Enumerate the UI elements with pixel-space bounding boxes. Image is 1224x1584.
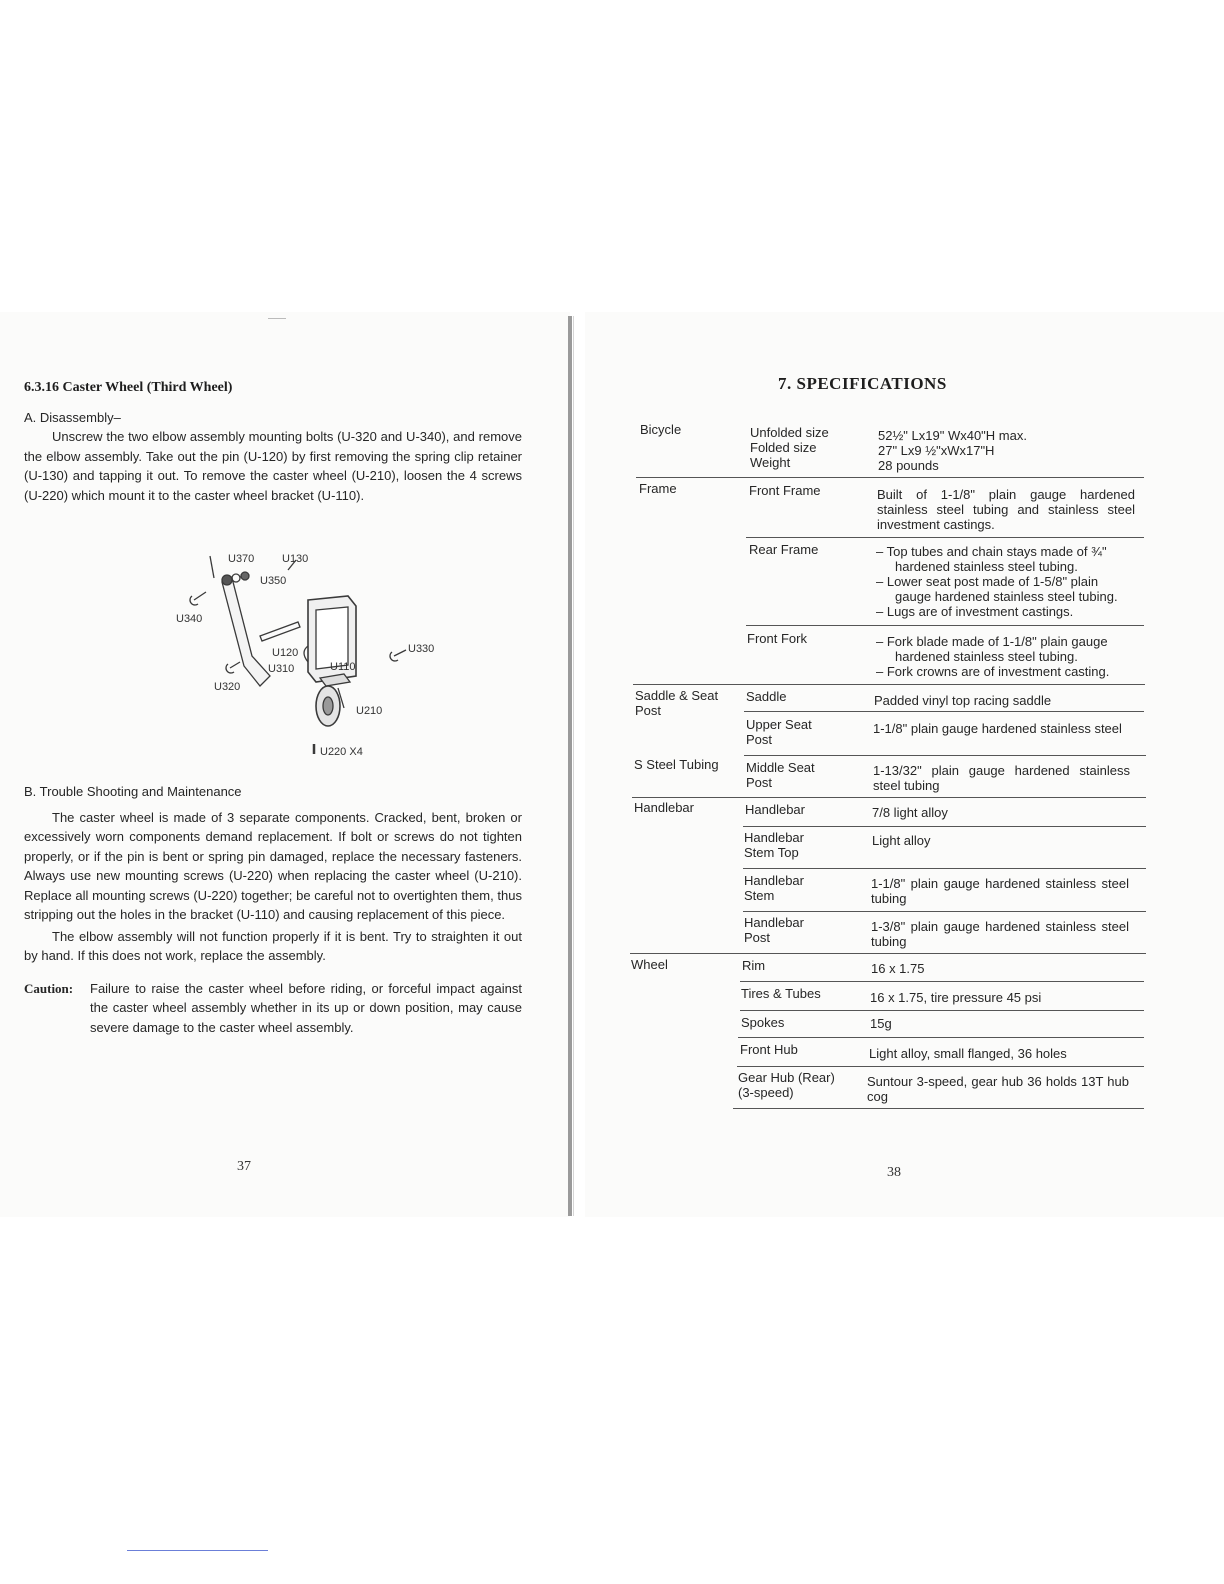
item-folded-size: Folded size [750, 440, 817, 455]
item-front-hub: Front Hub [740, 1042, 798, 1057]
label-u220: U220 X4 [320, 746, 363, 758]
specifications-title: 7. SPECIFICATIONS [778, 374, 947, 393]
divider [632, 797, 1146, 798]
category-wheel: Wheel [631, 957, 668, 972]
value-gear-hub: Suntour 3-speed, gear hub 36 holds 13T hub cog [867, 1074, 1129, 1104]
item-middle-seat-post: Middle Seat Post [746, 760, 815, 790]
divider [746, 537, 1144, 538]
label-u130: U130 [282, 553, 309, 565]
item-rim: Rim [742, 958, 766, 973]
item-spokes: Spokes [741, 1015, 785, 1030]
divider [633, 684, 1145, 685]
category-saddle: Saddle & Seat Post [635, 688, 719, 718]
value-handlebar: 7/8 light alloy [872, 805, 948, 820]
item-handlebar-stem-top: Handlebar Stem Top [744, 830, 804, 860]
item-front-frame: Front Frame [749, 483, 821, 498]
label-u110: U110 [330, 661, 356, 673]
trouble-heading: B. Trouble Shooting and Maintenance [24, 784, 242, 799]
label-u350: U350 [260, 575, 287, 587]
item-front-fork: Front Fork [747, 631, 807, 646]
item-gear-hub: Gear Hub (Rear) (3-speed) [738, 1070, 835, 1100]
category-steel-tubing: S Steel Tubing [634, 757, 719, 772]
value-front-fork [876, 634, 1138, 679]
label-u320: U320 [214, 681, 241, 693]
divider [630, 953, 1146, 954]
item-rear-frame: Rear Frame [749, 542, 819, 557]
front-fork-line-1: – Fork blade made of 1-1/8" plain gauge hardened stainless steel tubing. [876, 634, 1108, 664]
label-u330: U330 [408, 643, 435, 655]
trouble-paragraph-1: The caster wheel is made of 3 separate components. Cracked, bent, broken or excessively worn components demand replacement. If bolt or screws do not tighten properly, or if the pin is bent or spring pin damaged, replace the necessary fasteners. Always use new mounting screws (U-220) when replacing the caster wheel (U-210). Replace all mounting screws (U-220) together; be careful not to overtighten them, thus stripping out the holes in the bracket (U-110) and causing replacement of this piece. [24, 809, 522, 922]
value-rim: 16 x 1.75 [871, 961, 925, 976]
divider [743, 826, 1146, 827]
value-folded-size: 27" Lx9 ½"xWx17"H [878, 443, 995, 458]
divider [744, 711, 1144, 712]
page-number-left: 37 [237, 1159, 251, 1174]
section-title: 6.3.16 Caster Wheel (Third Wheel) [24, 380, 233, 395]
value-upper-seat-post: 1-1/8" plain gauge hardened stainless steel [873, 721, 1122, 736]
divider [743, 868, 1146, 869]
trouble-paragraph-2: The elbow assembly will not function properly if it is bent. Try to straighten it out by hand. If this does not work, replace the assembly. [24, 928, 522, 963]
value-front-frame: Built of 1-1/8" plain gauge hardened stainless steel tubing and stainless steel investment castings. [877, 487, 1135, 532]
value-handlebar-stem-top: Light alloy [872, 833, 931, 848]
category-bicycle: Bicycle [640, 422, 682, 437]
label-u370: U370 [228, 553, 255, 565]
label-u310: U310 [268, 663, 295, 675]
disassembly-heading: A. Disassembly– [24, 409, 121, 425]
rear-frame-line-2: – Lower seat post made of 1-5/8" plain gauge hardened stainless steel tubing. [876, 574, 1118, 604]
item-unfolded-size: Unfolded size [750, 425, 829, 440]
divider [733, 1108, 1144, 1109]
item-handlebar-post: Handlebar Post [744, 915, 804, 945]
divider [738, 1037, 1144, 1038]
value-spokes: 15g [870, 1016, 892, 1031]
divider [636, 477, 1144, 478]
value-rear-frame [876, 544, 1136, 619]
value-unfolded-size: 52½" Lx19" Wx40"H max. [878, 428, 1027, 443]
item-upper-seat-post: Upper Seat Post [746, 717, 812, 747]
category-frame: Frame [639, 481, 677, 496]
value-weight: 28 pounds [878, 458, 939, 473]
value-middle-seat-post: 1-13/32" plain gauge hardened stainless steel tubing [873, 763, 1130, 793]
divider [740, 1010, 1144, 1011]
divider [743, 911, 1146, 912]
label-u210: U210 [356, 705, 383, 717]
value-handlebar-post: 1-3/8" plain gauge hardened stainless steel tubing [871, 919, 1129, 949]
page-number-right: 38 [887, 1165, 901, 1180]
caution-text: Failure to raise the caster wheel before riding, or forceful impact against the caster wheel assembly whether in its up or down position, may cause severe damage to the caster wheel assembly. [90, 980, 522, 1035]
category-handlebar: Handlebar [634, 800, 694, 815]
item-weight: Weight [750, 455, 791, 470]
rear-frame-line-3: – Lugs are of investment castings. [876, 604, 1074, 619]
label-u120: U120 [272, 647, 299, 659]
item-saddle: Saddle [746, 689, 787, 704]
underline-mark [127, 1550, 268, 1551]
label-u340: U340 [176, 613, 203, 625]
value-handlebar-stem: 1-1/8" plain gauge hardened stainless steel tubing [871, 876, 1129, 906]
divider [737, 1066, 1144, 1067]
item-handlebar-stem: Handlebar Stem [744, 873, 804, 903]
rear-frame-line-1: – Top tubes and chain stays made of ¾" hardened stainless steel tubing. [876, 544, 1107, 574]
item-handlebar: Handlebar [745, 802, 805, 817]
divider [744, 755, 1146, 756]
divider [740, 981, 1144, 982]
front-fork-line-2: – Fork crowns are of investment casting. [876, 664, 1110, 679]
disassembly-text: Unscrew the two elbow assembly mounting bolts (U-320 and U-340), and remove the elbow assembly. Take out the pin (U-120) by first removing the spring clip retainer (U-130) and tapping it out. To remove the caster wheel (U-210), loosen the 4 screws (U-220) which mount it to the caster wheel bracket (U-110). [24, 429, 522, 503]
value-saddle: Padded vinyl top racing saddle [874, 693, 1052, 708]
value-tires-tubes: 16 x 1.75, tire pressure 45 psi [870, 990, 1042, 1005]
divider [746, 625, 1144, 626]
caution-label: Caution: [24, 980, 74, 996]
item-tires-tubes: Tires & Tubes [741, 986, 821, 1001]
value-front-hub: Light alloy, small flanged, 36 holes [869, 1046, 1067, 1061]
